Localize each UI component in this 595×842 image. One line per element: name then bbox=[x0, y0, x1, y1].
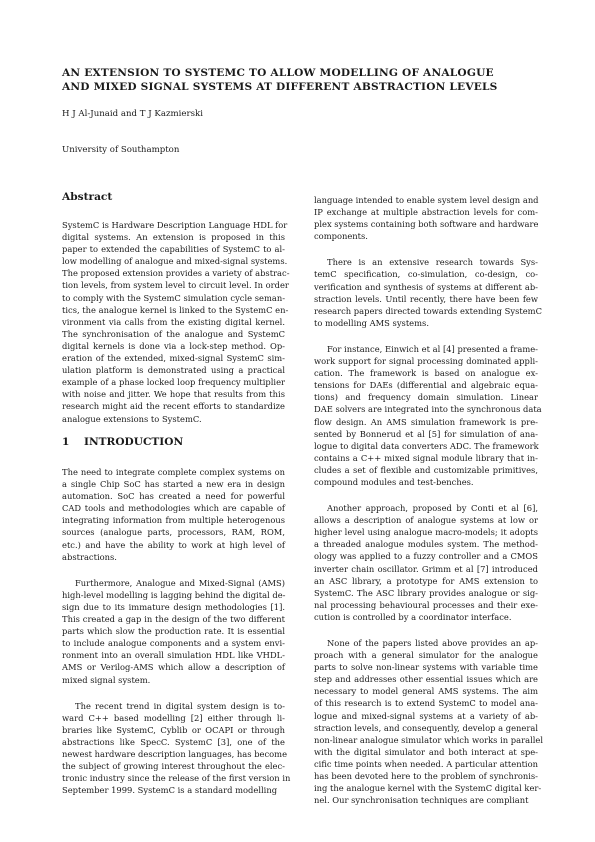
text-line: sources (analogue parts, processors, RAM, ROM, bbox=[62, 527, 285, 538]
intro-paragraph bbox=[62, 466, 285, 563]
text-line: automation. SoC has created a need for powerful bbox=[62, 491, 285, 502]
abstract-paragraph bbox=[62, 219, 290, 425]
paragraph-gap bbox=[62, 563, 285, 577]
text-line: high-level modelling is lagging behind the digital de- bbox=[62, 589, 286, 600]
text-line: research might aid the recent efforts to standardize bbox=[62, 401, 285, 412]
paper-authors: H J Al-Junaid and T J Kazmierski bbox=[62, 109, 203, 119]
text-line: The need to integrate complete complex systems on bbox=[62, 467, 285, 477]
text-line: work support for signal processing dominated appli- bbox=[314, 356, 538, 367]
text-line: etc.) and have the ability to work at high level of bbox=[62, 539, 285, 550]
title-line: AND MIXED SIGNAL SYSTEMS AT DIFFERENT ABSTRACTION LEVELS bbox=[62, 81, 498, 93]
paragraph-gap bbox=[314, 488, 538, 502]
text-line: sented by Bonnerud et al [5] for simulation of ana- bbox=[314, 428, 538, 439]
text-line: of this research is to extend SystemC to model ana- bbox=[314, 698, 538, 709]
text-line: flow design. An AMS simulation framework is pre- bbox=[314, 416, 538, 427]
section-number: 1 bbox=[62, 436, 70, 448]
paper-title bbox=[62, 66, 542, 94]
text-line: newest hardware description languages, has become bbox=[62, 748, 288, 759]
paragraph-gap bbox=[314, 242, 538, 256]
text-line: nal processing behavioural processes and their exe- bbox=[314, 599, 538, 610]
text-line: the subject of growing interest throughout the elec- bbox=[62, 761, 285, 772]
text-line: necessary to model general AMS systems. The aim bbox=[314, 686, 538, 697]
text-line: higher level using analogue macro-models; it adopts bbox=[314, 527, 538, 538]
paragraph-gap bbox=[314, 329, 538, 343]
text-line: abstractions. bbox=[62, 551, 117, 562]
text-line: CAD tools and methodologies which are capable of bbox=[62, 503, 285, 514]
text-line: research papers directed towards extending SystemC bbox=[314, 305, 542, 316]
text-line: non-linear analogue simulator which works in parallel bbox=[314, 734, 544, 745]
text-line: Furthermore, Analogue and Mixed-Signal (AMS) bbox=[75, 577, 285, 588]
text-line: paper to extended the capabilities of SystemC to al- bbox=[62, 244, 285, 255]
text-line: logue to digital data converters ADC. The framework bbox=[314, 440, 539, 451]
text-line: to comply with the SystemC simulation cycle seman- bbox=[62, 292, 286, 303]
text-line: components. bbox=[314, 231, 368, 242]
text-line: vironment via calls from the existing digital kernel. bbox=[62, 316, 285, 327]
text-line: to include analogue components and a system envi- bbox=[62, 638, 285, 649]
text-line: parts which slow the production rate. It is essential bbox=[62, 626, 285, 637]
text-line: ing the analogue kernel with the SystemC digital ker- bbox=[314, 783, 542, 794]
text-line: AMS or Verilog-AMS which allow a description of bbox=[62, 662, 285, 673]
section-title: INTRODUCTION bbox=[84, 436, 184, 448]
text-line: The synchronisation of the analogue and SystemC bbox=[62, 328, 285, 339]
text-line: with noise and jitter. We hope that results from this bbox=[62, 389, 285, 400]
text-line: analogue extensions to SystemC. bbox=[62, 413, 202, 424]
text-line: language intended to enable system level design and bbox=[314, 195, 539, 205]
text-line: plex systems containing both software and hardware bbox=[314, 219, 539, 230]
text-line: to modelling AMS systems. bbox=[314, 317, 429, 328]
right-column-body bbox=[314, 194, 544, 806]
text-line: SystemC. The ASC library provides analogue or sig- bbox=[314, 587, 538, 598]
text-line: The recent trend in digital system design is to- bbox=[75, 700, 285, 711]
text-line: eration of the extended, mixed-signal SystemC sim- bbox=[62, 353, 285, 364]
text-line: temC specification, co-simulation, co-design, co- bbox=[314, 269, 538, 280]
text-line: logue and mixed-signal systems at a variety of ab- bbox=[314, 710, 538, 721]
abstract-body bbox=[62, 219, 290, 425]
text-line: September 1999. SystemC is a standard modelling bbox=[62, 785, 278, 796]
body-paragraph bbox=[314, 343, 542, 488]
text-line: Another approach, proposed by Conti et al [6], bbox=[327, 503, 538, 514]
text-line: step and addresses other essential issues which are bbox=[314, 674, 538, 685]
text-line: example of a phase locked loop frequency multiplier bbox=[62, 377, 285, 388]
body-paragraph bbox=[314, 502, 538, 623]
text-line: proach with a general simulator for the analogue bbox=[314, 650, 538, 661]
paragraph-gap bbox=[314, 623, 538, 637]
title-line: AN EXTENSION TO SYSTEMC TO ALLOW MODELLING OF ANALOGUE bbox=[62, 67, 494, 79]
text-line: contains a C++ mixed signal module library that in- bbox=[314, 452, 538, 463]
text-line: parts to solve non-linear systems with variable time bbox=[314, 662, 538, 673]
intro-paragraph bbox=[62, 577, 285, 686]
text-line: abstractions like SpecC. SystemC [3], one of the bbox=[62, 736, 285, 747]
text-line: ronment into an overall simulation HDL like VHDL- bbox=[62, 650, 285, 661]
text-line: There is an extensive research towards Sys- bbox=[327, 257, 538, 268]
text-line: ward C++ based modelling [2] either through li- bbox=[62, 712, 285, 723]
body-paragraph bbox=[314, 637, 544, 806]
text-line: integrating information from multiple heterogenous bbox=[62, 515, 285, 526]
text-line: SystemC is Hardware Description Language HDL for bbox=[62, 220, 288, 230]
text-line: tronic industry since the release of the first version in bbox=[62, 773, 291, 784]
text-line: has been devoted here to the problem of synchronis- bbox=[314, 771, 538, 782]
text-line: an ASC library, a prototype for AMS extension to bbox=[314, 575, 538, 586]
text-line: mixed signal system. bbox=[62, 674, 151, 685]
introduction-body bbox=[62, 466, 291, 796]
body-paragraph bbox=[314, 256, 542, 329]
text-line: IP exchange at multiple abstraction levels for com- bbox=[314, 207, 538, 218]
text-line: digital systems. An extension is proposed in this bbox=[62, 232, 285, 243]
intro-paragraph bbox=[62, 700, 291, 797]
text-line: This created a gap in the design of the two different bbox=[62, 614, 285, 625]
text-line: low modelling of analogue and mixed-signal systems. bbox=[62, 256, 288, 267]
text-line: straction levels, and consequently, develop a general bbox=[314, 722, 538, 733]
text-line: cution is controlled by a coordinator interface. bbox=[314, 611, 512, 622]
body-paragraph bbox=[314, 194, 538, 242]
text-line: verification and synthesis of systems at different ab- bbox=[314, 281, 538, 292]
text-line: cific time points when needed. A particular attention bbox=[314, 758, 538, 769]
text-line: straction levels. Until recently, there have been few bbox=[314, 293, 538, 304]
text-line: tion levels, from system level to circuit level. In order bbox=[62, 280, 289, 291]
abstract-heading: Abstract bbox=[62, 191, 113, 203]
text-line: For instance, Einwich et al [4] presented a frame- bbox=[327, 343, 538, 354]
text-line: inverter chain oscillator. Grimm et al [7] introduced bbox=[314, 563, 538, 574]
text-line: tions) and frequency domain simulation. Linear bbox=[314, 392, 538, 403]
text-line: sign due to its immature design methodologies [1]. bbox=[62, 601, 285, 612]
section-heading-introduction bbox=[62, 436, 183, 448]
text-line: cludes a set of flexible and customizable primitives, bbox=[314, 464, 538, 475]
text-line: braries like SystemC, Cyblib or OCAPI or through bbox=[62, 724, 285, 735]
paper-affiliation: University of Southampton bbox=[62, 145, 180, 155]
text-line: None of the papers listed above provides an ap- bbox=[327, 638, 538, 648]
text-line: nel. Our synchronisation techniques are compliant bbox=[314, 795, 529, 806]
text-line: ulation platform is demonstrated using a practical bbox=[62, 365, 285, 376]
text-line: cation. The framework is based on analogue ex- bbox=[314, 368, 538, 379]
text-line: a single Chip SoC has started a new era in design bbox=[62, 479, 285, 490]
text-line: tensions for DAEs (differential and algebraic equa- bbox=[314, 380, 538, 391]
text-line: The proposed extension provides a variety of abstrac- bbox=[62, 268, 290, 279]
text-line: DAE solvers are integrated into the synchronous data bbox=[314, 404, 542, 415]
paragraph-gap bbox=[62, 686, 285, 700]
text-line: compound modules and test-benches. bbox=[314, 476, 474, 487]
text-line: tics, the analogue kernel is linked to the SystemC en- bbox=[62, 304, 289, 315]
text-line: allows a description of analogue systems at low or bbox=[314, 515, 538, 526]
text-line: ology was applied to a fuzzy controller and a CMOS bbox=[314, 551, 538, 562]
text-line: with the digital simulator and both interact at spe- bbox=[314, 746, 538, 757]
text-line: a threaded analogue modules system. The method- bbox=[314, 539, 538, 550]
text-line: digital kernels is done via a lock-step method. Op- bbox=[62, 340, 285, 351]
